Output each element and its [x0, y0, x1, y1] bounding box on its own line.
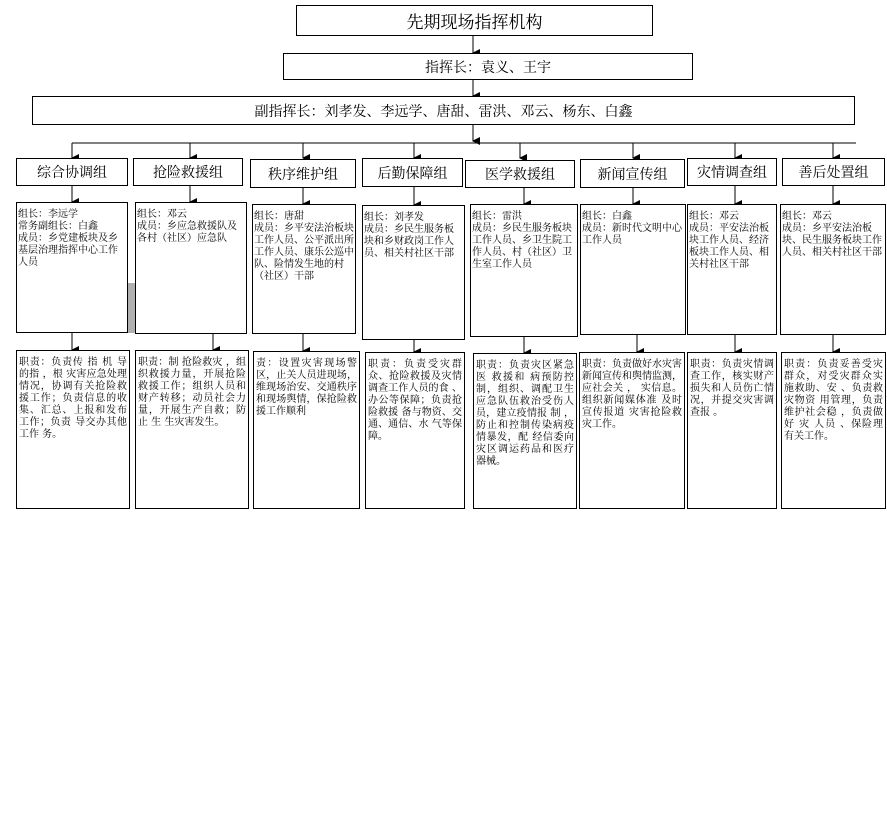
members-box-shanhou — [780, 204, 886, 335]
decorative-tab — [128, 283, 135, 333]
group-members: 成员：乡平安法治板块、民生服务板块工作人员、相关村社区干部 — [782, 223, 882, 258]
group-box-zaiqing — [687, 158, 777, 186]
duty-box-shanhou — [781, 352, 886, 509]
group-duty: 职责：负责传 指 机 导的指 ，根 灾害应急处理情况，协调有关抢险救援工作；负责信息的收集、汇总、上报和发布工作；负责 导交办其他工作 务。 — [19, 357, 127, 440]
root-title: 先期现场指挥机构 — [406, 13, 543, 33]
root-title-box — [296, 5, 653, 36]
members-box-houqin — [362, 205, 465, 340]
duty-box-houqin — [365, 352, 465, 509]
group-box-zhixu — [250, 159, 356, 188]
group-duty: 职责：负责妥善受灾群众，对受灾群众实施救助、安 、负责救灾物资 用管理，负责维护社会稳 ，负责做好 灾 人员 、保险理 有关工作。 — [784, 359, 883, 442]
duty-box-xinwen — [579, 352, 685, 509]
group-duty: 职责：负责做好水灾害新闻宣传和舆情监测， 应社会关 ， 实信息。组织新闻媒体准 及时宣传报道 灾害抢险救灾工作。 — [582, 359, 682, 430]
group-box-houqin — [362, 158, 463, 187]
group-deputy-leader: 常务副组长：白鑫 — [18, 221, 98, 232]
group-name: 善后处置组 — [798, 165, 869, 181]
group-members: 成员：乡党建板块及乡基层治理指挥中心工作人员 — [18, 233, 118, 268]
group-duty: 职责：制 抢险救灾 ，组织救援力量，开展抢险救援工作；组织人员和财产转移；动员社会力量，开展生产自救；防止 生 生灾害发生。 — [138, 357, 246, 428]
group-members: 成员：乡应急救援队及各村（社区）应急队 — [137, 221, 237, 244]
group-leader: 组长：李远学 — [18, 209, 78, 220]
group-duty: 责：设置灾害现场警区，止关人员进现场，维现场治安、交通秩序和现场舆情，保抢险救援工作顺利 — [256, 358, 357, 417]
group-box-xinwen — [580, 159, 685, 188]
commander-text: 指挥长：袁义、王宇 — [425, 59, 551, 76]
duty-box-qiangxian — [135, 350, 249, 509]
group-members: 成员：平安法治板块工作人员、经济板块工作人员、相关村社区干部 — [689, 223, 769, 270]
group-name: 综合协调组 — [37, 165, 107, 181]
duty-box-yixue — [473, 353, 577, 509]
deputy-box — [32, 96, 855, 125]
members-box-zonghe — [16, 202, 128, 333]
group-duty: 职责：负责受灾群众、抢险救援及灾情调查工作人员的食 、办公等保障；负责抢险救援 备与物资、交通、通信、水 气等保障。 — [368, 359, 462, 442]
group-box-zonghe — [16, 158, 128, 186]
members-box-yixue — [470, 204, 578, 337]
group-box-qiangxian — [133, 158, 243, 186]
duty-box-zaiqing — [687, 352, 777, 509]
group-name: 抢险救援组 — [153, 165, 223, 181]
group-members: 成员：新时代文明中心工作人员 — [582, 223, 682, 246]
group-leader: 组长：刘孝发 — [364, 212, 424, 223]
members-box-zhixu — [252, 204, 356, 334]
group-name: 医学救援组 — [485, 167, 555, 183]
group-leader: 组长：雷洪 — [472, 211, 522, 222]
group-members: 成员：乡平安法治板块工作人员、公平派出所工作人员、康乐公巡中队、险情发生地的村（社区）干部 — [254, 223, 354, 282]
group-duty: 职责：负责灾情调查工作，核实财产损失和人员伤亡情况，并提交灾害调查报 。 — [690, 359, 774, 418]
group-leader: 组长：邓云 — [782, 211, 832, 222]
group-leader: 组长：邓云 — [137, 209, 187, 220]
members-box-qiangxian — [135, 202, 247, 334]
commander-box — [283, 53, 693, 80]
bus-drops — [72, 143, 833, 158]
group-leader: 组长：邓云 — [689, 211, 739, 222]
group-members: 成员：乡民生服务板块工作人员、乡卫生院工作人员、村（社区）卫生室工作人员 — [472, 223, 572, 270]
duty-box-zhixu — [253, 351, 360, 509]
group-duty: 职责：负责灾区紧急医 救援和 病预防控制，组织、调配卫生应急队伍救治受伤人员，建立疫情报 制 ，防止和控制传染病疫情暴发，配 经信委向灾区调运药品和医疗器械。 — [476, 360, 574, 467]
group-box-shanhou — [782, 158, 885, 186]
group-members: 成员：乡民生服务板块和乡财政岗工作人员、相关村社区干部 — [364, 224, 454, 259]
members-box-zaiqing — [687, 204, 777, 335]
group-name: 灾情调查组 — [697, 165, 767, 181]
group-box-yixue — [465, 160, 575, 188]
group-leader: 组长：唐甜 — [254, 211, 304, 222]
group-name: 新闻宣传组 — [597, 166, 668, 183]
deputy-text: 副指挥长：刘孝发、李远学、唐甜、雷洪、邓云、杨东、白鑫 — [254, 103, 633, 120]
duty-box-zonghe — [16, 350, 130, 509]
group-name: 后勤保障组 — [377, 165, 448, 182]
group-leader: 组长：白鑫 — [582, 211, 632, 222]
members-box-xinwen — [580, 204, 686, 335]
group-name: 秩序维护组 — [268, 166, 338, 183]
